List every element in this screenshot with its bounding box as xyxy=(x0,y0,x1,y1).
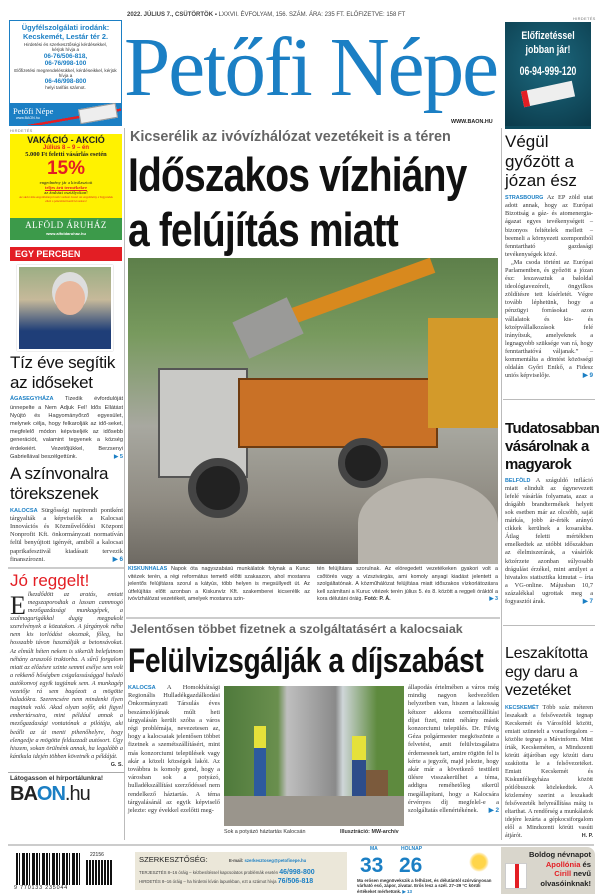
logo-part: BA xyxy=(10,782,37,805)
divider xyxy=(126,617,500,619)
wheel xyxy=(188,458,248,518)
portrait-photo xyxy=(17,265,113,351)
ad-alfold[interactable] xyxy=(10,134,122,240)
story-szinvonalra[interactable] xyxy=(10,464,123,564)
weather-today-temp: 33 xyxy=(360,854,384,877)
ad-text: 5.000 Ft feletti vásárlás esetén xyxy=(25,151,107,158)
name: Cirill xyxy=(554,869,572,879)
ad-line: Előfizetéssel xyxy=(521,30,575,42)
lead-caption-col2 xyxy=(317,566,498,604)
barcode-addon-number: 22156 xyxy=(90,852,104,858)
email-label: E-mail: xyxy=(228,858,244,863)
contact-line: TERJESZTÉS 8–16 óráig – kézbesítéssel kapcsolatos problémák esetén xyxy=(139,870,279,875)
column-text xyxy=(10,590,124,768)
editorial-title: SZERKESZTŐSÉG: xyxy=(139,855,208,864)
ad-brand-strip xyxy=(10,103,121,125)
sun-icon xyxy=(469,852,489,872)
lead-headline[interactable] xyxy=(128,147,498,257)
headline-line: Időszakos vízhiány xyxy=(128,148,467,201)
worker xyxy=(254,726,266,796)
headline: A színvonalra törekszenek xyxy=(10,464,109,503)
location: KALOCSA xyxy=(10,507,38,514)
page-ref[interactable]: ▶ 6 xyxy=(112,555,123,563)
divider xyxy=(8,567,125,569)
photo-caption: Sok a potyázó háztartás Kalocsán xyxy=(224,829,306,835)
rubble xyxy=(358,478,498,564)
gift-icon xyxy=(505,863,527,889)
story-body: Az EP zöld utat adott annak, hogy az Európai Bizottság a gáz- és atomenergia-ágazat egyes tevékenységeit – bizonyos feltételek mellett – beemeli a környezeti szempontból fenntartható gazdasági tevékenységek közé. xyxy=(505,194,593,258)
page-ref[interactable]: ▶ 5 xyxy=(114,453,123,460)
ad-phone: 06-76/506-818, xyxy=(43,53,88,60)
baon-logo[interactable] xyxy=(10,783,123,806)
masthead-url[interactable]: WWW.BAON.HU xyxy=(451,119,493,125)
location: ÁGASEGYHÁZA xyxy=(10,396,54,403)
forecast: Ma erősen megnövekszik a felhőzet, és délutántól szórványosan várható eső, zápor, zivatar. Erős lesz a szél. 27–29 °C körüli értékeket mérhetünk. xyxy=(357,878,492,894)
story-body: A Homokhátsági Regionális Hulladékgazdálkodási Önkormányzati Társulás éves beszámolójának múlt heti tárgyalásán került szóba a város régi problémája, nevezetesen az, hogy a kalocsaiak jelentősen többet fizetnek a szemétszállításért, mint más konzorciumi települések vagy akár a közeli községek lakói. Az továbbra is komoly gond, hogy a városban sok a potyázó, hulladékszállítási szerződéssel nem rendelkező háztartás. A téma tárgyalásánál az egyik képviselő jelezte: egy évekkel ezelőtti meg- xyxy=(128,684,220,815)
second-headline[interactable]: Felülvizsgálják a díjszabást xyxy=(128,642,484,680)
page-ref[interactable]: ▶ 3 xyxy=(489,596,498,603)
story-body: Sürgősségi napirendi pontként tárgyalták a képviselők a Kalocsai Innovációs és Közművelődési Központ Nonprofit Kft. önkormányzati normatíván felül benyújtott igényét, amiből a kalocsai paprikafesztivál kiadásait tervezik finanszírozni. xyxy=(10,506,123,563)
nameday-line: Boldog névnapot xyxy=(528,850,591,859)
headline: Tudatosabban vásárolnak a magyarok xyxy=(505,419,600,473)
promo-text: Látogasson el hírportálunkra! xyxy=(10,774,104,782)
barcode-addon xyxy=(86,860,112,885)
story-body: A száguldó infláció miatt elindult az úgynevezett lefelé vásárlás folyamata, azaz a drágább brandtermékek helyett sok esetben már az olcsóbb, saját márkás, jobb ár-érték arányú cikkek kerülnek a kosarakba. Átlag feletti mértékben emelkedtek az utóbbi időszakban az élelmiszerárak, a vásárlók közérzete azonban súlyosabb drágulást érzékel, mint amilyet a hivatalos statisztika kimutat – írta a VG-online. Májusban 10,7 százalékkal ugrottak meg a fogyasztói árak. xyxy=(505,476,593,605)
phone[interactable]: 46/998-800 xyxy=(279,869,315,876)
barcode-bars xyxy=(16,853,82,885)
photo-credit: Illusztráció: MW-archív xyxy=(340,829,399,835)
page-ref[interactable]: ▶ 9 xyxy=(582,372,593,380)
masthead-title[interactable]: Petőfi Népe xyxy=(124,21,498,114)
truck-body xyxy=(238,378,438,448)
barcode-number: 9 770133 235044 xyxy=(14,885,68,891)
page-ref[interactable]: ▶ 13 xyxy=(402,888,412,894)
column-jo-reggelt[interactable] xyxy=(10,571,123,769)
column-rule xyxy=(501,128,502,840)
ad-text: az áruházi osztályokon! xyxy=(44,190,88,195)
ad-text: helyi tarifás számot. xyxy=(45,85,86,90)
column-body: lkezdődött az aratás, emiatt megszaporodtak a lassan cammogó mezőgazdasági munkagépek, a szalmagurigákkal dugig megpakolt szerelvények a közutakon. A járgányok néha nem kis torlódást okoznak, főleg, ha hosszabb távon használják a betonsávokat. Az elmúlt héten nekem is sikerült belefutnom néhány araszoló traktorba. A sűrű forgalom miatt az előzésre szinte semmi esélye sem volt a rekkenő hőségben csigalassúsággal haladó autókonvoj egyik tagjának sem. A munkagép vezetője rá sem bagózott a mögötte haladókra. Szerencsére nem mindenki ilyen maginak való. Akad olyan sofőr, aki figyel embertársaira, mint például annak a mezőgazdasági vontatónak a pilótája, aki beállt az út menti pihenőhelyre, hogy elengedje a mögötte felduzzadt autósort. Úgy hiszem, sokan örülnénk annak, ha legalább a kánikula idején többen követnék a példáját. xyxy=(10,590,124,760)
story-text xyxy=(505,704,593,840)
ad-phone: 06-46/998-800 xyxy=(44,78,87,85)
right-column-stories xyxy=(505,132,600,840)
ad-fine-print: Az akció más engedménnyel nem vonható össze! Az engedmény a Tegyendek ellett a pénztárnál kerül levonásra! xyxy=(19,195,113,203)
editorial-contacts xyxy=(135,852,347,890)
divider xyxy=(8,772,125,773)
ad-title: Ügyfélszolgálati irodánk: xyxy=(21,23,110,32)
logo-part: ON xyxy=(36,782,65,805)
story-vegul-gyozott[interactable] xyxy=(505,132,593,380)
second-photo-garbage-truck[interactable] xyxy=(224,686,404,826)
footer-divider xyxy=(8,844,594,846)
ad-subscription[interactable] xyxy=(505,22,591,126)
ad-customer-service[interactable] xyxy=(9,20,122,126)
weather-tomorrow-temp: 26 xyxy=(399,854,423,877)
page-ref[interactable]: ▶ 7 xyxy=(582,597,593,605)
weather-today-label: MA xyxy=(370,846,378,852)
portrait-face xyxy=(55,281,85,315)
story-body: állapodás értelmében a város még mindig nagyon kedvezőtlen helyzetben van, hiszen a lakosság kétszer akkora szemétszállítási díjat fizet, mint néhány másik konzorciumi település. Dr. Filvig Géza polgármester megköszönte a felvetést, amit felülvizsgálatra érdemesnek tart, amire rögtön fel is kérte a jegyzőt, majd jelezte, hogy akár már a következő testületi ülésre visszakerülhet a téma, addigra reméhetőleg sikerül megállapítani, hogy a Kalocsára érvényes díj megfelel-e a szolgáltatás ellenértékének. xyxy=(408,684,499,815)
headline-line: a felújítás miatt xyxy=(128,203,398,256)
ad-text: teljes árú termékekre xyxy=(44,185,87,190)
page-ref[interactable]: ▶ 2 xyxy=(488,807,499,815)
location: KECSKEMÉT xyxy=(505,704,539,711)
lead-caption-col1 xyxy=(128,566,310,604)
left-column-stories xyxy=(10,353,123,843)
ad-store: ALFÖLD ÁRUHÁZ xyxy=(25,220,107,230)
weather-text xyxy=(357,878,499,894)
column-rule xyxy=(124,128,125,840)
ad-store-strip xyxy=(10,218,122,240)
divider xyxy=(503,399,595,400)
ad-url: www.BAON.hu xyxy=(16,116,40,120)
column-top-bar xyxy=(505,126,591,129)
story-body: Tizedik évfordulóját ünnepelte a Nem Adjuk Fel! Idős Ellátást Nyújtó és Hagyományőrző egyesület, melynek célja, hogy felkarolják az idő-seket, megfelelő módon képviseljék az idősebb generációt, valamint tegyenek a község érdekeiért. Vezetőjükkel, Berzsenyi Gabriellával beszélgettünk. xyxy=(10,396,124,460)
ad-text: Hirdetési és szerkesztőségi kérdésekkel, kérjük hívja a xyxy=(24,42,107,52)
nameday-line: olvasóinknak! xyxy=(540,878,591,888)
weather-tomorrow-label: HOLNAP xyxy=(401,846,423,852)
location: STRASBOURG xyxy=(505,195,544,202)
road xyxy=(224,796,404,826)
story-text xyxy=(505,477,593,607)
barcode xyxy=(14,852,114,892)
caption-text: Napok óta nagyszabású munkálatok folynak a Kuruc vitézek terén, a régi református temető előtti szakaszon, ahol mostanra jelentős felújításra szorul a kátyús, több helyen is megsüllyedt út. Az útfelújítás előtt azonban a Kiskunvíz Kft. szakemberei kicserélik az ivóvízhálózat vezetékeit, amelyek mostanra szin- xyxy=(128,566,311,603)
story-tudatosabban[interactable] xyxy=(505,419,600,607)
headline: Végül győzött a józan ész xyxy=(505,132,577,191)
story-body: „Ma csoda történt az Európai Parlamentben, és győzött a józan ész: leszavaztuk a baloldal ideológiavezérelt, öngyilkos zöldítésre tett kísérletét. Végre tovább léphetünk, hogy a pénzügyi forrásokat azon vállalatok és kis- és középvállalkozások felé irányítsuk, amelyeknek a legnagyobb szüksége van rá, hogy fenntarthatóvá váljanak.” – kommentálta a döntést közösségi oldalán Győri Enikő, a Fidesz uniós képviselője. xyxy=(505,258,593,380)
photo-credit: Fotó: P. Á. xyxy=(364,596,391,603)
second-kicker: Jelentősen többet fizetnek a szolgáltatásért a kalocsaiak xyxy=(130,622,463,636)
story-tiz-eve[interactable] xyxy=(10,353,123,461)
wheel xyxy=(338,438,388,488)
date: 2022. JÚLIUS 7., CSÜTÖRTÖK xyxy=(127,12,214,18)
author: H. P. xyxy=(581,832,593,839)
location: BELFÖLD xyxy=(505,477,531,484)
weather xyxy=(357,846,500,895)
ad-address: Kecskemét, Lestár tér 2. xyxy=(22,32,109,41)
story-body-quote xyxy=(505,259,593,380)
nameday-line: és xyxy=(582,859,591,869)
contact-line: HIRDETÉS 8–16 óráig – ha hirdetni kíván lapunkban, ezt a számot hívja xyxy=(139,878,277,884)
story-leszakitotta[interactable] xyxy=(505,645,593,840)
logo-part: .hu xyxy=(64,782,90,805)
nameday-line: nevű xyxy=(573,869,591,879)
lead-kicker: Kicserélik az ivóvízhálózat vezetékeit is a téren xyxy=(130,129,451,145)
email-link[interactable]: szerkesztoseg@petofinepe.hu xyxy=(244,858,307,863)
story-body: Több száz méteren leszakadt a felsővezeték tegnap Kecskemét és Városföld között, emiatt szünetelt a vonatforgalom – közölte tegnap a Mávinform. Mint írták, Kecskeméten, a Mindszenti körúti átjáróban egy közúti daru szakította le a felsővezetéket. Emiatt Kecskemét és Kiskunfélegyháza között pótlóbuszok közlekedtek. A közlemény szerint a leszakadt felsővezeték helyreállítása máig is eltarthat. A rendőrség a munkálatok idejére lezárta a gépkocsiforgalom elől a Mindszenti körúti vasúti átjárót. xyxy=(505,704,593,839)
ad-text: engedmény jár a kiválasztott xyxy=(39,180,93,185)
location: KALOCSA xyxy=(128,685,156,691)
caption-text: tén felújításra szorulnak. Az elöregedett vezetékeken gyakori volt a csőtörés vagy a vízszivárgás, ami komoly anyagi kiadást jelentett a szolgáltatónak. A közműhálózat felújítása miatt időszakos vízkorlátozásra kell számítani a Kuruc vitézek terén július 5. és 8. között a reggeli óráktól a kora délutáni óráig. xyxy=(317,566,498,603)
ad-brand: Petőfi Népe xyxy=(13,106,54,116)
divider xyxy=(503,625,595,626)
ad-title: VAKÁCIÓ - AKCIÓ xyxy=(27,135,105,145)
name: Apollónia xyxy=(545,859,581,869)
section-header-egy-percben: EGY PERCBEN xyxy=(10,247,122,261)
headline: Leszakította egy daru a vezetéket xyxy=(505,645,588,700)
location: KISKUNHALAS xyxy=(128,566,168,572)
phone[interactable]: 76/506-818 xyxy=(277,877,314,885)
nameday-box xyxy=(501,847,595,894)
ad-text: Előfizetési megrendelésükkel, kérdéseikkel, kérjük hívja a xyxy=(14,68,117,78)
second-text-col2 xyxy=(408,684,499,815)
ad-label: HIRDETÉS xyxy=(10,128,33,133)
story-text xyxy=(505,194,593,380)
column-title: Jó reggelt! xyxy=(10,570,90,590)
issue-info: LXXVII. ÉVFOLYAM, 156. SZÁM. ÁRA: 235 FT. ELŐFIZETVE: 158 FT xyxy=(218,12,406,18)
second-text-col1 xyxy=(128,684,220,815)
story-text xyxy=(10,507,123,564)
ad-percent: 15% xyxy=(46,158,86,179)
headline: Tíz éve segítik az időseket xyxy=(10,353,116,392)
author: G. S. xyxy=(110,761,123,768)
story-text xyxy=(10,395,123,461)
lead-photo-excavator[interactable] xyxy=(128,258,498,564)
ad-label: HIRDETÉS xyxy=(573,16,596,21)
ad-phone: 06-76/998-100 xyxy=(44,60,87,67)
ad-url: www.alfoldaruhaz.hu xyxy=(46,231,86,236)
excavator xyxy=(428,318,498,428)
ad-dates: Július 8 – 9 – én xyxy=(42,145,90,151)
ad-line: jobban jár! xyxy=(525,44,571,56)
dateline: 2022. JÚLIUS 7., CSÜTÖRTÖK ▪ LXXVII. ÉVFOLYAM, 156. SZÁM. ÁRA: 235 FT. ELŐFIZETVE: 158 FT xyxy=(127,12,406,18)
ad-phone: 06-94-999-120 xyxy=(519,64,577,78)
dropcap: E xyxy=(10,590,26,620)
newspaper-icon xyxy=(521,81,575,107)
